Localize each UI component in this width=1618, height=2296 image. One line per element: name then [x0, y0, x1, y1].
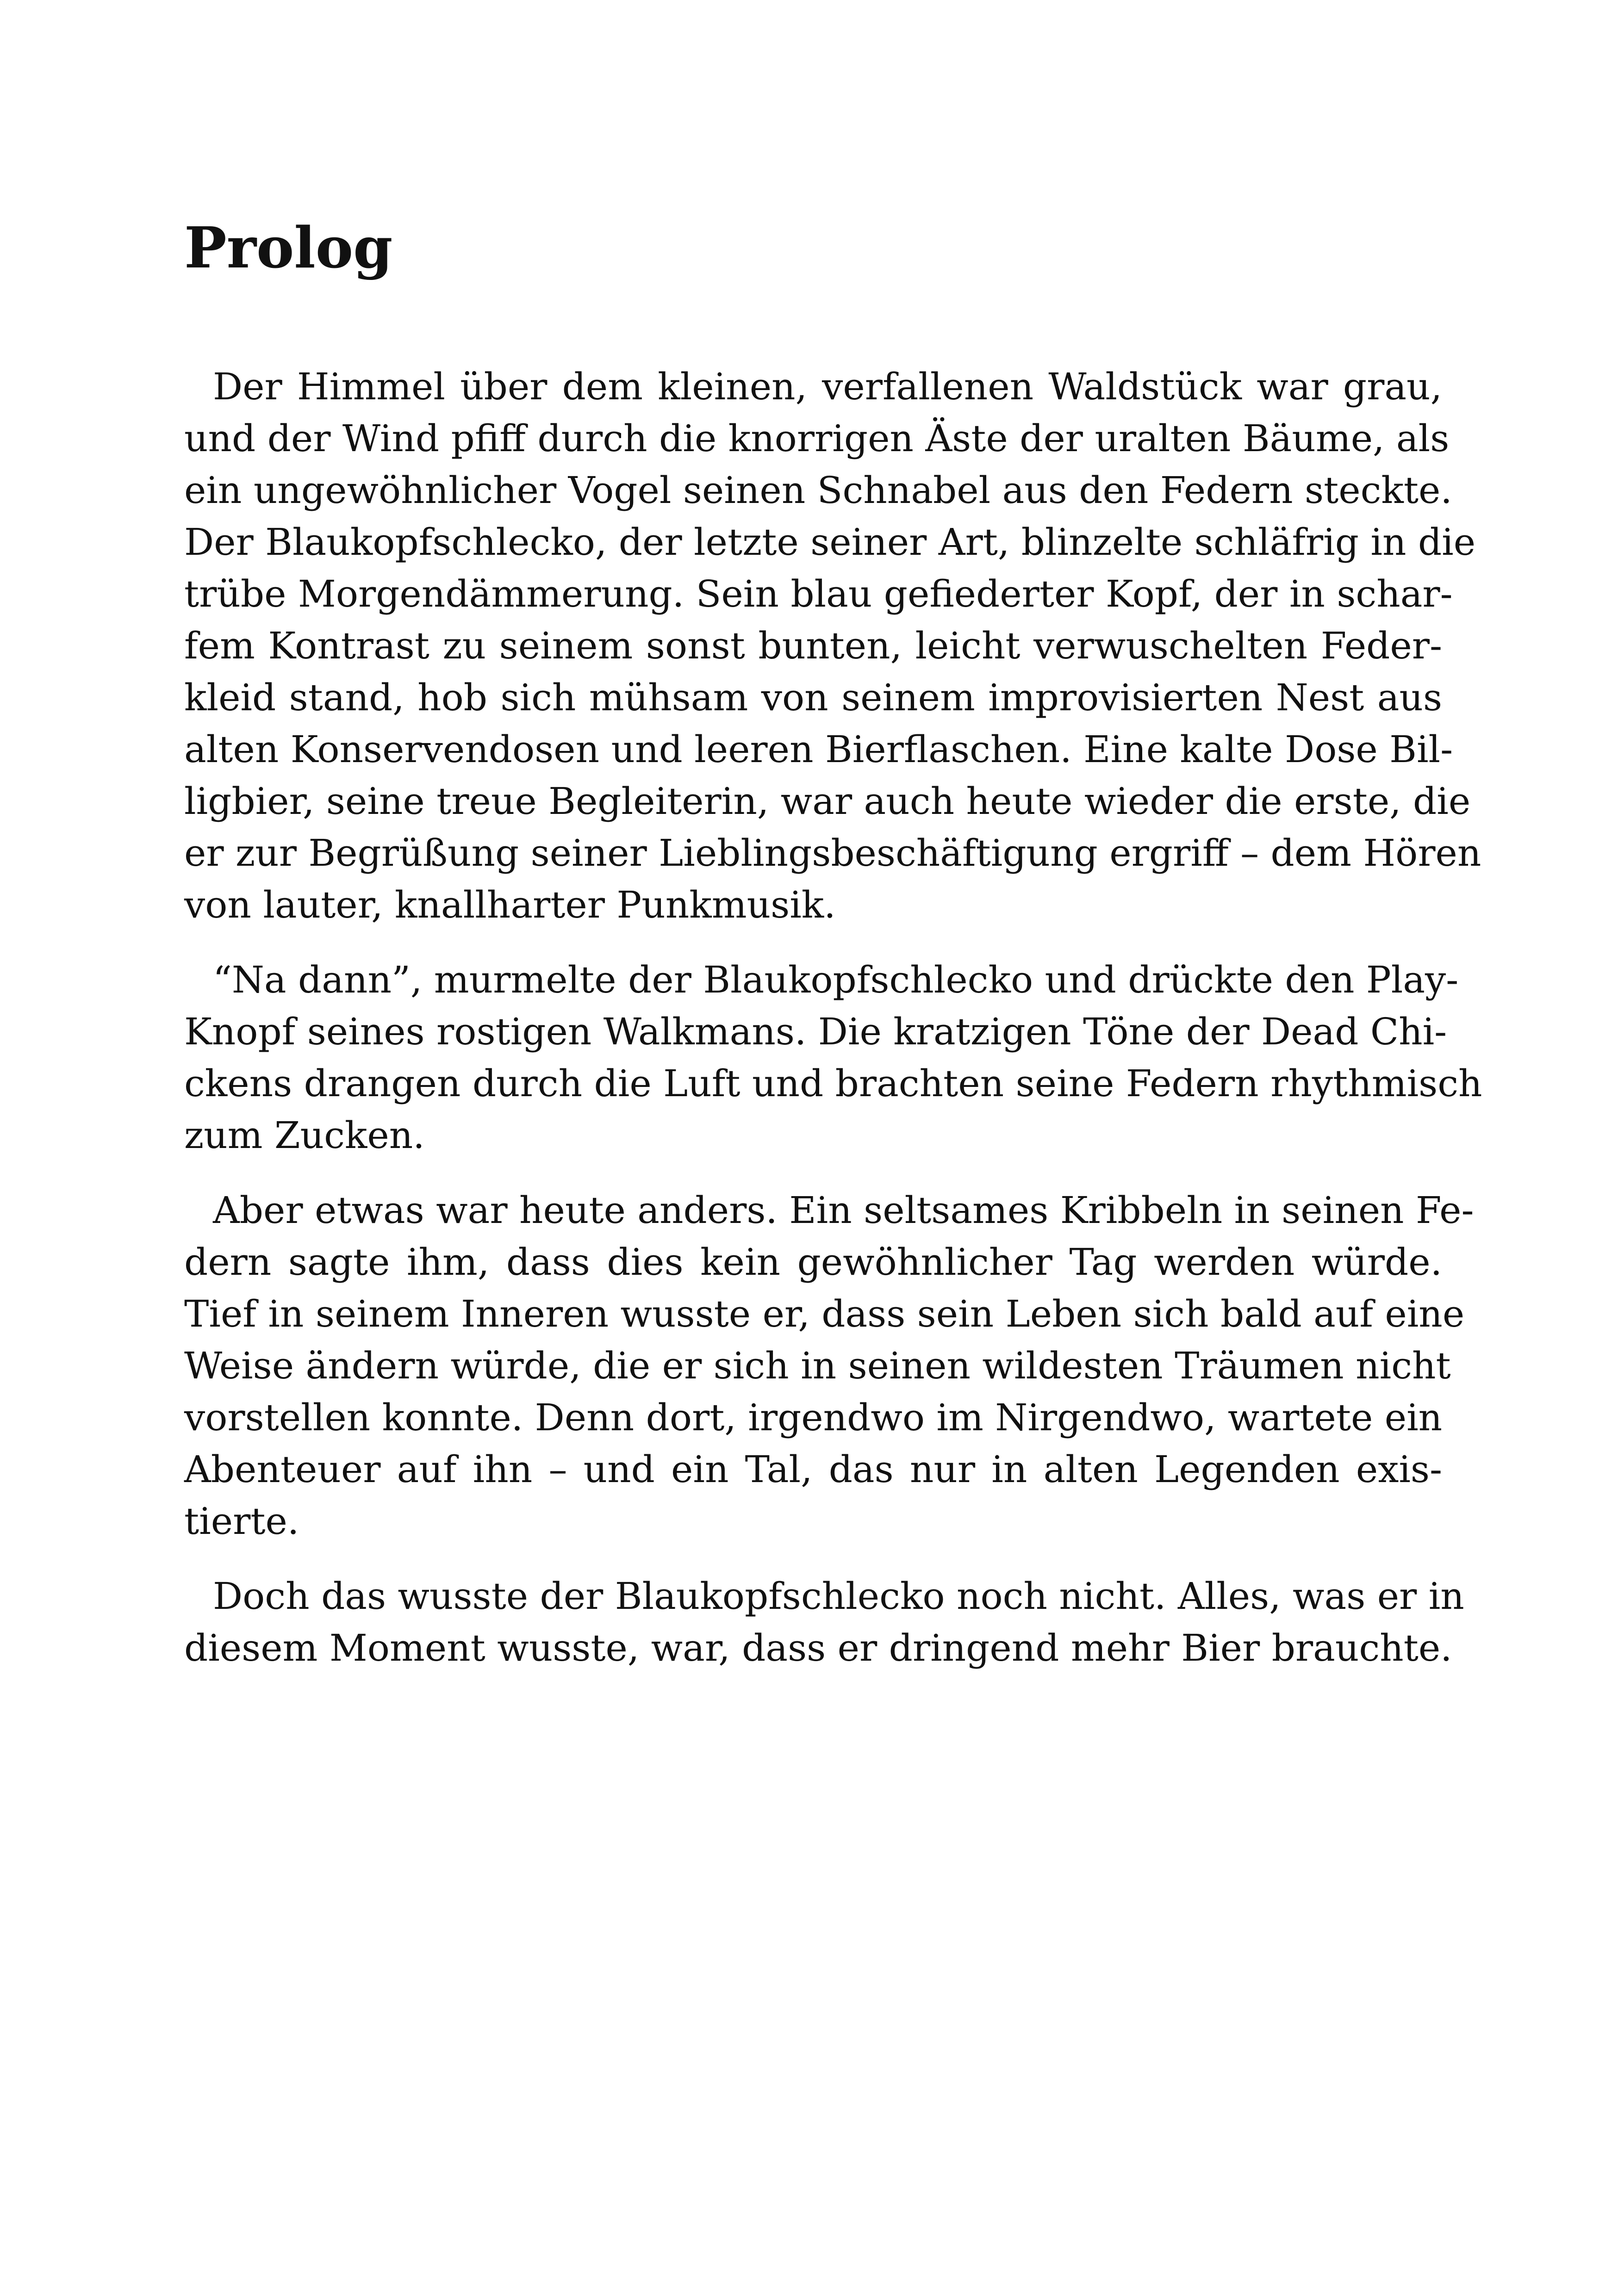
- paragraph: [184, 361, 1481, 931]
- text-line: alten Konservendosen und leeren Bierflaschen. Eine kalte Dose Bil-: [184, 728, 1453, 771]
- text-line: dern sagte ihm, dass dies kein gewöhnlicher Tag werden würde.: [184, 1241, 1442, 1284]
- text-line: Der Himmel über dem kleinen, verfallenen Waldstück war grau,: [213, 365, 1442, 408]
- paragraph: [184, 954, 1482, 1161]
- body-text: [184, 361, 1482, 1697]
- text-line: Knopf seines rostigen Walkmans. Die kratzigen Töne der Dead Chi-: [184, 1010, 1447, 1053]
- text-line: von lauter, knallharter Punkmusik.: [184, 883, 836, 926]
- text-line: tierte.: [184, 1500, 299, 1543]
- text-line: Der Blaukopfschlecko, der letzte seiner Art, blinzelte schläfrig in die: [184, 521, 1476, 564]
- paragraph: [184, 1570, 1464, 1674]
- text-line: Aber etwas war heute anders. Ein seltsames Kribbeln in seinen Fe-: [213, 1189, 1474, 1232]
- text-line: fem Kontrast zu seinem sonst bunten, leicht verwuschelten Feder-: [184, 624, 1442, 667]
- text-line: zum Zucken.: [184, 1114, 425, 1157]
- text-line: “Na dann”, murmelte der Blaukopfschlecko und drückte den Play-: [213, 958, 1459, 1001]
- text-line: vorstellen konnte. Denn dort, irgendwo im Nirgendwo, wartete ein: [184, 1396, 1443, 1439]
- text-line: ligbier, seine treue Begleiterin, war auch heute wieder die erste, die: [184, 780, 1471, 823]
- text-line: Abenteuer auf ihn – und ein Tal, das nur in alten Legenden exis-: [184, 1448, 1442, 1491]
- paragraph: [184, 1185, 1474, 1547]
- text-line: Doch das wusste der Blaukopfschlecko noch nicht. Alles, was er in: [213, 1575, 1464, 1618]
- text-line: er zur Begrüßung seiner Lieblingsbeschäftigung ergriff – dem Hören: [184, 832, 1481, 875]
- text-line: Tief in seinem Inneren wusste er, dass sein Leben sich bald auf eine: [184, 1292, 1465, 1335]
- text-line: diesem Moment wusste, war, dass er dringend mehr Bier brauchte.: [184, 1626, 1452, 1669]
- chapter-title: Prolog: [184, 214, 393, 281]
- text-line: ckens drangen durch die Luft und brachten seine Federn rhythmisch: [184, 1062, 1482, 1105]
- text-line: und der Wind pfiff durch die knorrigen Äste der uralten Bäume, als: [184, 417, 1450, 460]
- text-line: kleid stand, hob sich mühsam von seinem improvisierten Nest aus: [184, 676, 1442, 719]
- text-line: Weise ändern würde, die er sich in seinen wildesten Träumen nicht: [184, 1344, 1451, 1387]
- text-line: trübe Morgendämmerung. Sein blau gefiederter Kopf, der in schar-: [184, 572, 1453, 615]
- text-line: ein ungewöhnlicher Vogel seinen Schnabel aus den Federn steckte.: [184, 469, 1452, 512]
